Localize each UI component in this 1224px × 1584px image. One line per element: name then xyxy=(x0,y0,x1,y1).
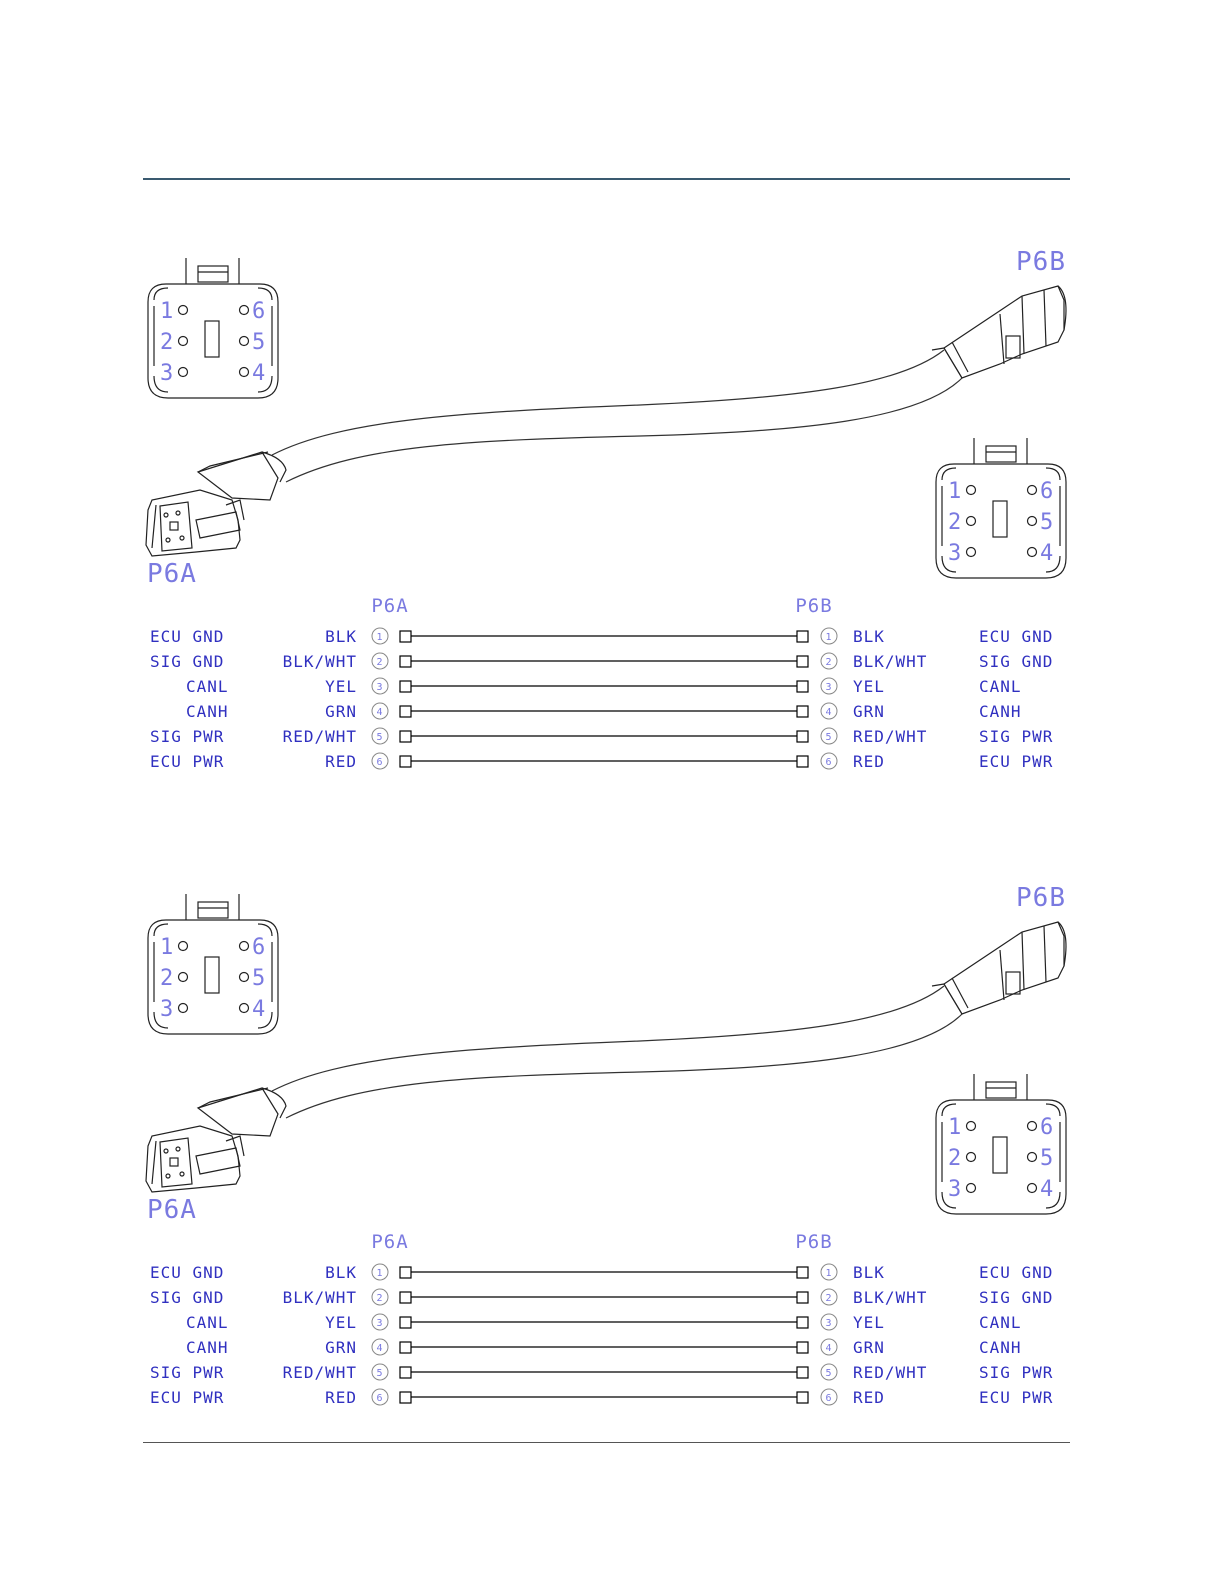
pin-circle-icon xyxy=(179,973,188,982)
latch xyxy=(196,512,240,538)
cable-edge-top xyxy=(272,986,944,1091)
pin-number: 1 xyxy=(376,632,384,643)
connector-label-left: P6A xyxy=(147,1195,197,1225)
right-signal-label: CANH xyxy=(979,702,1022,721)
right-signal-label: ECU PWR xyxy=(979,1388,1054,1407)
connector-label-left: P6A xyxy=(147,559,197,589)
right-signal-label: ECU GND xyxy=(979,1263,1054,1282)
terminal-square-icon xyxy=(400,1267,411,1278)
cable-edge-top xyxy=(272,350,944,455)
left-signal-label: ECU GND xyxy=(150,1263,225,1282)
table-header-right: P6B xyxy=(795,595,833,617)
pin-number: 4 xyxy=(1040,1177,1055,1202)
right-signal-label: CANL xyxy=(979,1313,1022,1332)
pin-number: 6 xyxy=(252,935,267,960)
pin-number: 1 xyxy=(948,1115,963,1140)
connector-plug-icon xyxy=(146,1088,286,1192)
left-signal-label: CANH xyxy=(186,1338,229,1357)
left-signal-label: ECU PWR xyxy=(150,752,225,771)
pin-circle-icon xyxy=(1028,1153,1037,1162)
table-header-right: P6B xyxy=(795,1231,833,1253)
cable-edge-bottom xyxy=(286,1014,962,1118)
terminal-square-icon xyxy=(797,1342,808,1353)
right-signal-label: ECU PWR xyxy=(979,752,1054,771)
left-wire-color: BLK xyxy=(325,1263,357,1282)
pin-number: 5 xyxy=(252,330,267,355)
body-edge xyxy=(1044,290,1046,346)
pin-number: 2 xyxy=(376,657,384,668)
pin-circle-icon xyxy=(179,368,188,377)
pin-number: 5 xyxy=(825,1368,833,1379)
latch-body xyxy=(198,902,228,918)
left-wire-color: GRN xyxy=(325,1338,357,1357)
body-edge xyxy=(1022,932,1024,990)
plug-body xyxy=(146,490,240,556)
center-key xyxy=(993,1137,1007,1173)
right-wire-color: RED/WHT xyxy=(853,727,928,746)
pin-number: 1 xyxy=(376,1268,384,1279)
plug-face-edge xyxy=(152,505,156,548)
pin-circle-icon xyxy=(967,486,976,495)
left-signal-label: SIG GND xyxy=(150,1288,225,1307)
pin-number: 4 xyxy=(825,1343,833,1354)
pin-circle-icon xyxy=(1028,1122,1037,1131)
connector-label-right: P6B xyxy=(1016,247,1066,277)
boot-rear xyxy=(262,452,286,482)
wiring-diagram-2 xyxy=(0,636,1224,1407)
plug-face-edge xyxy=(152,1141,156,1184)
latch-body xyxy=(198,266,228,282)
pin-number: 5 xyxy=(1040,510,1055,535)
pin-number: 4 xyxy=(376,707,384,718)
pin-number: 2 xyxy=(160,966,175,991)
left-signal-label: ECU GND xyxy=(150,627,225,646)
pin-circle-icon xyxy=(179,942,188,951)
right-signal-label: CANL xyxy=(979,677,1022,696)
left-wire-color: RED xyxy=(325,1388,357,1407)
terminal-square-icon xyxy=(400,1292,411,1303)
right-signal-label: SIG GND xyxy=(979,652,1054,671)
latch-body xyxy=(986,1082,1016,1098)
pin-circle-icon xyxy=(1028,486,1037,495)
pin-circle-icon xyxy=(967,1184,976,1193)
pin-number: 2 xyxy=(825,1293,833,1304)
terminal-square-icon xyxy=(400,1392,411,1403)
terminal-square-icon xyxy=(400,1367,411,1378)
boot-edge xyxy=(944,984,962,1014)
terminal-square-icon xyxy=(797,1292,808,1303)
pin-circle-icon xyxy=(179,306,188,315)
left-wire-color: YEL xyxy=(325,677,357,696)
right-wire-color: BLK xyxy=(853,1263,885,1282)
latch xyxy=(196,1148,240,1174)
left-wire-color: RED/WHT xyxy=(282,727,357,746)
pin-number: 6 xyxy=(376,1393,384,1404)
pin-circle-icon xyxy=(240,368,249,377)
left-wire-color: RED xyxy=(325,752,357,771)
pin-number: 5 xyxy=(1040,1146,1055,1171)
body-edge xyxy=(1044,926,1046,982)
pin-number: 3 xyxy=(376,682,384,693)
left-wire-color: BLK/WHT xyxy=(282,1288,357,1307)
pin-number: 4 xyxy=(252,361,267,386)
pin-number: 5 xyxy=(376,732,384,743)
right-wire-color: BLK xyxy=(853,627,885,646)
pin-number: 3 xyxy=(825,1318,833,1329)
pin-number: 6 xyxy=(376,757,384,768)
pin-number: 1 xyxy=(948,479,963,504)
pin-number: 3 xyxy=(948,1177,963,1202)
pin-circle-icon xyxy=(240,942,249,951)
terminal-square-icon xyxy=(797,1317,808,1328)
pin-number: 4 xyxy=(825,707,833,718)
pin-circle-icon xyxy=(967,517,976,526)
pin-circle-icon xyxy=(1028,517,1037,526)
pin-dot xyxy=(166,1174,170,1178)
terminal-square-icon xyxy=(797,1267,808,1278)
right-signal-label: SIG GND xyxy=(979,1288,1054,1307)
pin-number: 3 xyxy=(376,1318,384,1329)
right-wire-color: BLK/WHT xyxy=(853,1288,928,1307)
left-signal-label: SIG GND xyxy=(150,652,225,671)
pin-number: 3 xyxy=(948,541,963,566)
left-signal-label: SIG PWR xyxy=(150,1363,225,1382)
left-signal-label: CANH xyxy=(186,702,229,721)
cable-icon xyxy=(272,986,962,1118)
key-slot xyxy=(170,522,178,530)
left-wire-color: YEL xyxy=(325,1313,357,1332)
pin-number: 6 xyxy=(252,299,267,324)
latch xyxy=(1006,336,1020,358)
pin-circle-icon xyxy=(967,548,976,557)
connector-label-right: P6B xyxy=(1016,883,1066,913)
pin-number: 5 xyxy=(825,732,833,743)
pin-number: 5 xyxy=(376,1368,384,1379)
right-signal-label: SIG PWR xyxy=(979,727,1054,746)
terminal-square-icon xyxy=(400,1317,411,1328)
bottom-rule xyxy=(143,1442,1070,1443)
body-edge xyxy=(1000,950,1004,1000)
center-key xyxy=(205,957,219,993)
body-edge xyxy=(1000,314,1004,364)
right-wire-color: GRN xyxy=(853,702,885,721)
pin-number: 2 xyxy=(376,1293,384,1304)
left-wire-color: BLK/WHT xyxy=(282,652,357,671)
right-wire-color: BLK/WHT xyxy=(853,652,928,671)
pin-number: 1 xyxy=(825,1268,833,1279)
left-wire-color: GRN xyxy=(325,702,357,721)
left-signal-label: CANL xyxy=(186,677,229,696)
pin-dot xyxy=(164,513,168,517)
pin-dot xyxy=(176,511,180,515)
pin-number: 4 xyxy=(1040,541,1055,566)
terminal-square-icon xyxy=(797,1367,808,1378)
pin-number: 2 xyxy=(160,330,175,355)
pin-number: 3 xyxy=(160,361,175,386)
connector-plug-icon xyxy=(932,922,1066,1014)
body-edge xyxy=(1022,296,1024,354)
right-wire-color: RED xyxy=(853,752,885,771)
left-signal-label: ECU PWR xyxy=(150,1388,225,1407)
pin-number: 1 xyxy=(160,299,175,324)
pin-dot xyxy=(180,536,184,540)
table-header-left: P6A xyxy=(371,1231,409,1253)
pin-dot xyxy=(176,1147,180,1151)
connector-plug-icon xyxy=(932,286,1066,378)
pin-dot xyxy=(166,538,170,542)
plug-face xyxy=(160,1138,192,1187)
key-slot xyxy=(170,1158,178,1166)
boot-tip xyxy=(932,984,944,986)
pin-number: 5 xyxy=(252,966,267,991)
boot-tip xyxy=(932,348,944,350)
plug-face xyxy=(160,502,192,551)
pin-circle-icon xyxy=(240,973,249,982)
pin-circle-icon xyxy=(1028,1184,1037,1193)
pin-number: 2 xyxy=(825,657,833,668)
table-header-left: P6A xyxy=(371,595,409,617)
center-key xyxy=(205,321,219,357)
latch xyxy=(1006,972,1020,994)
pin-number: 6 xyxy=(825,1393,833,1404)
pin-number: 6 xyxy=(1040,479,1055,504)
boot-rear xyxy=(262,1088,286,1118)
right-wire-color: YEL xyxy=(853,677,885,696)
diagram-svg-2 xyxy=(0,636,1224,1436)
right-signal-label: CANH xyxy=(979,1338,1022,1357)
pin-circle-icon xyxy=(179,337,188,346)
connector-plug-icon xyxy=(146,452,286,556)
right-wire-color: GRN xyxy=(853,1338,885,1357)
boot-edge xyxy=(952,978,968,1008)
boot-edge xyxy=(944,348,962,378)
left-signal-label: CANL xyxy=(186,1313,229,1332)
pin-number: 6 xyxy=(825,757,833,768)
pin-number: 3 xyxy=(160,997,175,1022)
cable-edge-bottom xyxy=(286,378,962,482)
cable-icon xyxy=(272,350,962,482)
face-edge xyxy=(1058,286,1066,330)
pin-circle-icon xyxy=(240,1004,249,1013)
right-signal-label: ECU GND xyxy=(979,627,1054,646)
pin-circle-icon xyxy=(240,337,249,346)
center-key xyxy=(993,501,1007,537)
pin-number: 3 xyxy=(825,682,833,693)
pin-number: 1 xyxy=(160,935,175,960)
pin-number: 4 xyxy=(252,997,267,1022)
pin-number: 1 xyxy=(825,632,833,643)
pin-circle-icon xyxy=(1028,548,1037,557)
wiring-diagram-1 xyxy=(0,0,1224,771)
pin-circle-icon xyxy=(967,1153,976,1162)
right-wire-color: YEL xyxy=(853,1313,885,1332)
plug-body xyxy=(146,1126,240,1192)
pin-circle-icon xyxy=(179,1004,188,1013)
boot-edge xyxy=(952,342,968,372)
pin-number: 2 xyxy=(948,1146,963,1171)
pin-number: 2 xyxy=(948,510,963,535)
pin-dot xyxy=(164,1149,168,1153)
pin-circle-icon xyxy=(967,1122,976,1131)
left-wire-color: RED/WHT xyxy=(282,1363,357,1382)
pin-number: 6 xyxy=(1040,1115,1055,1140)
right-signal-label: SIG PWR xyxy=(979,1363,1054,1382)
terminal-square-icon xyxy=(797,1392,808,1403)
right-wire-color: RED/WHT xyxy=(853,1363,928,1382)
pin-dot xyxy=(180,1172,184,1176)
pin-circle-icon xyxy=(240,306,249,315)
terminal-square-icon xyxy=(400,1342,411,1353)
left-signal-label: SIG PWR xyxy=(150,727,225,746)
latch-body xyxy=(986,446,1016,462)
pin-number: 4 xyxy=(376,1343,384,1354)
face-edge xyxy=(1058,922,1066,966)
right-wire-color: RED xyxy=(853,1388,885,1407)
left-wire-color: BLK xyxy=(325,627,357,646)
